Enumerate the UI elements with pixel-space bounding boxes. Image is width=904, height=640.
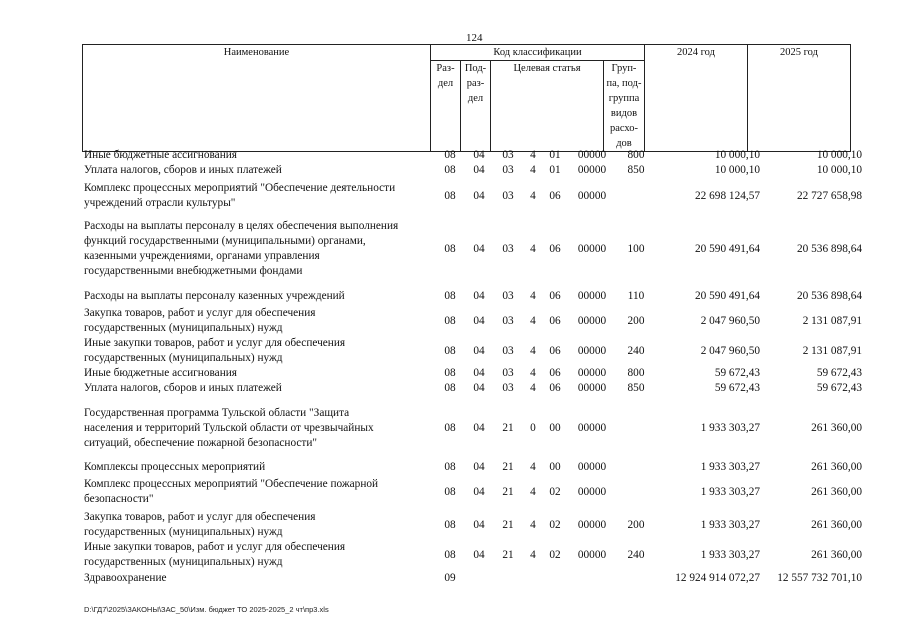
amount-2025: 20 536 898,64 xyxy=(797,290,862,302)
header-subsection: Под- раз- дел xyxy=(461,61,491,152)
code-direction: 00000 xyxy=(577,290,607,302)
amount-2024: 20 590 491,64 xyxy=(695,290,760,302)
code-item: 06 xyxy=(549,243,561,255)
code-group: 240 xyxy=(627,549,645,561)
code-program: 03 xyxy=(502,164,514,176)
row-name xyxy=(84,181,429,211)
header-code: Код классификации xyxy=(431,45,645,61)
row-name xyxy=(84,148,429,163)
code-group: 110 xyxy=(627,290,645,302)
table-row xyxy=(0,336,904,366)
amount-2025: 2 131 087,91 xyxy=(802,315,862,327)
code-direction: 00000 xyxy=(577,519,607,531)
amount-2024: 10 000,10 xyxy=(714,149,760,161)
code-program: 21 xyxy=(502,549,514,561)
code-subsection: 04 xyxy=(473,519,485,531)
code-subsection: 04 xyxy=(473,164,485,176)
amount-2025: 2 131 087,91 xyxy=(802,345,862,357)
code-direction: 00000 xyxy=(577,461,607,473)
row-name-line: безопасности" xyxy=(84,493,154,505)
code-section: 08 xyxy=(444,519,456,531)
code-program: 21 xyxy=(502,422,514,434)
amount-2025: 59 672,43 xyxy=(816,382,862,394)
code-subprogram: 4 xyxy=(530,345,536,357)
row-name-line: Государственная программа Тульской области "Защита xyxy=(84,407,350,419)
table-row xyxy=(0,148,904,163)
code-program: 03 xyxy=(502,382,514,394)
row-name-line: Уплата налогов, сборов и иных платежей xyxy=(84,382,282,394)
amount-2025: 59 672,43 xyxy=(816,367,862,379)
table-row xyxy=(0,510,904,540)
code-program: 03 xyxy=(502,367,514,379)
code-program: 21 xyxy=(502,486,514,498)
table-row xyxy=(0,289,904,304)
code-group: 240 xyxy=(627,345,645,357)
row-name-line: Расходы на выплаты персоналу казенных учреждений xyxy=(84,290,345,302)
table-row xyxy=(0,540,904,570)
table-row xyxy=(0,219,904,279)
table-row xyxy=(0,181,904,211)
amount-2024: 1 933 303,27 xyxy=(700,549,760,561)
amount-2024: 2 047 960,50 xyxy=(700,345,760,357)
code-group: 800 xyxy=(627,367,645,379)
header-group: Груп- па, под- группа видов расхо- дов xyxy=(604,61,645,152)
row-name-line: Иные закупки товаров, работ и услуг для обеспечения xyxy=(84,541,346,553)
amount-2025: 261 360,00 xyxy=(811,461,862,473)
code-item: 06 xyxy=(549,290,561,302)
table-row xyxy=(0,306,904,336)
code-subsection: 04 xyxy=(473,290,485,302)
row-name-line: функций государственными (муниципальными) органами, xyxy=(84,235,366,247)
code-program: 21 xyxy=(502,461,514,473)
code-section: 08 xyxy=(444,243,456,255)
code-section: 08 xyxy=(444,461,456,473)
code-subsection: 04 xyxy=(473,382,485,394)
amount-2024: 59 672,43 xyxy=(714,367,760,379)
code-item: 06 xyxy=(549,345,561,357)
row-name-line: Иные закупки товаров, работ и услуг для обеспечения xyxy=(84,337,346,349)
code-program: 03 xyxy=(502,345,514,357)
table-row xyxy=(0,571,904,586)
code-subsection: 04 xyxy=(473,461,485,473)
code-subprogram: 4 xyxy=(530,190,536,202)
code-group: 100 xyxy=(627,243,645,255)
amount-2025: 261 360,00 xyxy=(811,486,862,498)
code-item: 06 xyxy=(549,190,561,202)
code-group: 200 xyxy=(627,519,645,531)
table-row xyxy=(0,381,904,396)
code-section: 08 xyxy=(444,422,456,434)
row-name-line: Комплекс процессных мероприятий "Обеспечение деятельности xyxy=(84,182,396,194)
header-2025: 2025 год xyxy=(748,45,851,152)
row-name-line: Здравоохранение xyxy=(84,572,167,584)
code-group: 800 xyxy=(627,149,645,161)
header-name: Наименование xyxy=(83,45,431,152)
table-row xyxy=(0,477,904,507)
code-subsection: 04 xyxy=(473,549,485,561)
amount-2025: 10 000,10 xyxy=(816,149,862,161)
row-name-line: Комплекс процессных мероприятий "Обеспечение пожарной xyxy=(84,478,379,490)
row-name xyxy=(84,571,429,586)
amount-2025: 10 000,10 xyxy=(816,164,862,176)
row-name-line: учреждений отрасли культуры" xyxy=(84,197,236,209)
code-subprogram: 4 xyxy=(530,164,536,176)
file-path-footer: D:\ГД7\2025\ЗАКОНЫ\ЗАС_50\Изм. бюджет ТО 2025-2025_2 чт\пр3.xls xyxy=(84,605,329,614)
table-row xyxy=(0,460,904,475)
code-program: 03 xyxy=(502,315,514,327)
page-number: 124 xyxy=(466,32,483,44)
amount-2024: 59 672,43 xyxy=(714,382,760,394)
row-name xyxy=(84,163,429,178)
row-name-line: населения и территорий Тульской области от чрезвычайных xyxy=(84,422,374,434)
code-item: 02 xyxy=(549,549,561,561)
amount-2024: 2 047 960,50 xyxy=(700,315,760,327)
row-name-line: Закупка товаров, работ и услуг для обеспечения xyxy=(84,307,316,319)
row-name xyxy=(84,406,429,451)
table-row xyxy=(0,163,904,178)
code-item: 06 xyxy=(549,315,561,327)
code-group: 850 xyxy=(627,382,645,394)
code-subprogram: 4 xyxy=(530,461,536,473)
row-name xyxy=(84,219,429,279)
code-section: 08 xyxy=(444,486,456,498)
code-subprogram: 4 xyxy=(530,315,536,327)
amount-2025: 261 360,00 xyxy=(811,549,862,561)
row-name-line: Расходы на выплаты персоналу в целях обеспечения выполнения xyxy=(84,220,399,232)
code-program: 03 xyxy=(502,243,514,255)
code-direction: 00000 xyxy=(577,164,607,176)
row-name-line: Иные бюджетные ассигнования xyxy=(84,149,237,161)
code-program: 21 xyxy=(502,519,514,531)
code-group: 200 xyxy=(627,315,645,327)
code-item: 06 xyxy=(549,367,561,379)
amount-2025: 12 557 732 701,10 xyxy=(777,572,862,584)
row-name xyxy=(84,336,429,366)
code-subprogram: 0 xyxy=(530,422,536,434)
row-name xyxy=(84,306,429,336)
code-program: 03 xyxy=(502,149,514,161)
row-name-line: казенными учреждениями, органами управления xyxy=(84,250,320,262)
row-name-line: Закупка товаров, работ и услуг для обеспечения xyxy=(84,511,316,523)
row-name xyxy=(84,381,429,396)
amount-2024: 20 590 491,64 xyxy=(695,243,760,255)
header-section: Раз- дел xyxy=(431,61,461,152)
code-subsection: 04 xyxy=(473,486,485,498)
code-item: 01 xyxy=(549,164,561,176)
code-section: 08 xyxy=(444,345,456,357)
amount-2024: 1 933 303,27 xyxy=(700,519,760,531)
code-subsection: 04 xyxy=(473,243,485,255)
header-target: Целевая статья xyxy=(491,61,604,152)
row-name xyxy=(84,366,429,381)
amount-2025: 20 536 898,64 xyxy=(797,243,862,255)
table-row xyxy=(0,406,904,451)
code-direction: 00000 xyxy=(577,486,607,498)
amount-2025: 261 360,00 xyxy=(811,519,862,531)
code-subprogram: 4 xyxy=(530,243,536,255)
code-section: 08 xyxy=(444,315,456,327)
code-subsection: 04 xyxy=(473,315,485,327)
code-group: 850 xyxy=(627,164,645,176)
row-name-line: государственных (муниципальных) нужд xyxy=(84,322,283,334)
row-name-line: Комплексы процессных мероприятий xyxy=(84,461,266,473)
row-name-line: государственными внебюджетными фондами xyxy=(84,265,303,277)
row-name-line: государственных (муниципальных) нужд xyxy=(84,556,283,568)
code-section: 09 xyxy=(444,572,456,584)
amount-2025: 22 727 658,98 xyxy=(797,190,862,202)
code-subsection: 04 xyxy=(473,367,485,379)
code-section: 08 xyxy=(444,164,456,176)
code-item: 06 xyxy=(549,382,561,394)
code-item: 02 xyxy=(549,486,561,498)
amount-2024: 1 933 303,27 xyxy=(700,486,760,498)
code-section: 08 xyxy=(444,290,456,302)
code-direction: 00000 xyxy=(577,243,607,255)
code-subsection: 04 xyxy=(473,190,485,202)
code-direction: 00000 xyxy=(577,149,607,161)
row-name-line: Иные бюджетные ассигнования xyxy=(84,367,237,379)
code-subprogram: 4 xyxy=(530,519,536,531)
code-subprogram: 4 xyxy=(530,149,536,161)
code-subprogram: 4 xyxy=(530,290,536,302)
code-direction: 00000 xyxy=(577,190,607,202)
code-subsection: 04 xyxy=(473,149,485,161)
row-name xyxy=(84,289,429,304)
code-subprogram: 4 xyxy=(530,486,536,498)
code-direction: 00000 xyxy=(577,422,607,434)
code-direction: 00000 xyxy=(577,345,607,357)
amount-2025: 261 360,00 xyxy=(811,422,862,434)
row-name-line: государственных (муниципальных) нужд xyxy=(84,526,283,538)
code-direction: 00000 xyxy=(577,315,607,327)
code-section: 08 xyxy=(444,367,456,379)
code-section: 08 xyxy=(444,382,456,394)
code-program: 03 xyxy=(502,190,514,202)
code-section: 08 xyxy=(444,149,456,161)
code-program: 03 xyxy=(502,290,514,302)
code-subprogram: 4 xyxy=(530,367,536,379)
table-row xyxy=(0,366,904,381)
code-subsection: 04 xyxy=(473,422,485,434)
code-item: 00 xyxy=(549,461,561,473)
header-2024: 2024 год xyxy=(645,45,748,152)
row-name-line: государственных (муниципальных) нужд xyxy=(84,352,283,364)
amount-2024: 12 924 914 072,27 xyxy=(675,572,760,584)
code-direction: 00000 xyxy=(577,382,607,394)
code-item: 00 xyxy=(549,422,561,434)
code-subprogram: 4 xyxy=(530,382,536,394)
code-subprogram: 4 xyxy=(530,549,536,561)
row-name xyxy=(84,540,429,570)
row-name xyxy=(84,510,429,540)
amount-2024: 22 698 124,57 xyxy=(695,190,760,202)
row-name xyxy=(84,477,429,507)
code-item: 01 xyxy=(549,149,561,161)
row-name-line: Уплата налогов, сборов и иных платежей xyxy=(84,164,282,176)
code-direction: 00000 xyxy=(577,549,607,561)
amount-2024: 10 000,10 xyxy=(714,164,760,176)
code-direction: 00000 xyxy=(577,367,607,379)
row-name xyxy=(84,460,429,475)
code-item: 02 xyxy=(549,519,561,531)
amount-2024: 1 933 303,27 xyxy=(700,422,760,434)
code-section: 08 xyxy=(444,549,456,561)
code-subsection: 04 xyxy=(473,345,485,357)
row-name-line: ситуаций, обеспечение пожарной безопасности" xyxy=(84,437,318,449)
code-section: 08 xyxy=(444,190,456,202)
amount-2024: 1 933 303,27 xyxy=(700,461,760,473)
